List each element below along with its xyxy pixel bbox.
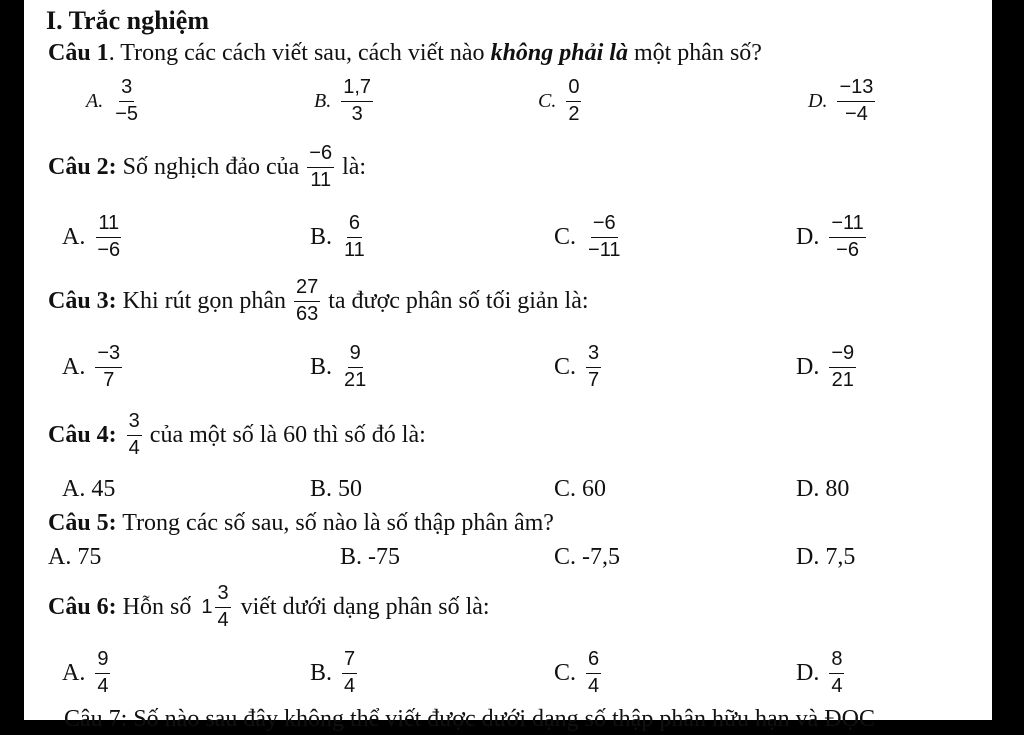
q2-option-a[interactable]: [62, 212, 126, 262]
q2-option-d[interactable]: [796, 212, 870, 262]
question-3-text-post: ta được phân số tối giản là:: [328, 287, 589, 314]
fraction: [294, 276, 320, 326]
numerator: 3: [215, 582, 230, 608]
denominator: 21: [831, 369, 854, 391]
denominator: 3: [351, 103, 363, 125]
q3-option-b[interactable]: [310, 342, 372, 392]
mixed-number: [201, 582, 232, 632]
q4-option-a[interactable]: A. 45: [62, 476, 116, 502]
option-label: C.: [554, 353, 577, 380]
denominator: 63: [295, 303, 319, 325]
fraction: [95, 648, 110, 698]
option-label: B.: [310, 353, 333, 380]
numerator: −3: [95, 342, 122, 368]
question-3-label: Câu 3:: [48, 287, 117, 314]
question-4-label: Câu 4:: [48, 421, 117, 448]
numerator: 27: [294, 276, 320, 302]
denominator: 4: [217, 609, 229, 631]
option-label: A.: [62, 659, 86, 686]
q4-option-b[interactable]: B. 50: [310, 476, 363, 502]
whole-part: 1: [201, 595, 213, 618]
option-label: C.: [554, 223, 577, 250]
fraction: [342, 648, 357, 698]
q6-option-a[interactable]: [62, 648, 114, 698]
denominator: 7: [588, 369, 600, 391]
question-5: [48, 510, 554, 537]
question-5-label: Câu 5:: [48, 510, 117, 536]
question-1-label: Câu 1: [48, 40, 109, 66]
numerator: −6: [307, 142, 334, 168]
option-label: B.: [310, 223, 333, 250]
fraction: [127, 410, 142, 460]
question-2-text-post: là:: [342, 153, 367, 180]
question-6: [48, 582, 490, 632]
denominator: 4: [97, 675, 109, 697]
denominator: −6: [836, 239, 859, 261]
question-5-text: Trong các số sau, số nào là số thập phân âm?: [122, 510, 554, 536]
question-2: [48, 142, 366, 192]
denominator: 4: [344, 675, 356, 697]
q4-option-c[interactable]: C. 60: [554, 476, 607, 502]
numerator: 7: [342, 648, 357, 674]
option-label: B.: [314, 89, 332, 112]
question-6-text-post: viết dưới dạng phân số là:: [240, 593, 490, 620]
numerator: 6: [586, 648, 601, 674]
numerator: 3: [119, 76, 134, 102]
next-question-partial: [64, 706, 964, 732]
question-2-text-pre: Số nghịch đảo của: [122, 153, 300, 180]
numerator: 1,7: [341, 76, 373, 102]
q1-option-c[interactable]: [538, 76, 585, 126]
option-label: D.: [796, 659, 820, 686]
fraction: [586, 342, 601, 392]
numerator: −13: [837, 76, 875, 102]
denominator: −11: [588, 239, 621, 261]
fraction: [837, 76, 875, 126]
q5-option-a[interactable]: A. 75: [48, 544, 102, 570]
fraction: [586, 648, 601, 698]
fraction: [342, 342, 368, 392]
numerator: 8: [829, 648, 844, 674]
numerator: 11: [96, 212, 121, 238]
question-6-text-pre: Hỗn số: [122, 593, 192, 620]
fraction: [566, 76, 581, 126]
fraction: [95, 212, 122, 262]
denominator: 7: [103, 369, 115, 391]
question-3-text-pre: Khi rút gọn phân: [122, 287, 286, 314]
question-2-label: Câu 2:: [48, 153, 117, 180]
q2-option-c[interactable]: [554, 212, 626, 262]
question-3: [48, 276, 589, 326]
q5-option-c[interactable]: C. -7,5: [554, 544, 620, 570]
denominator: 11: [310, 169, 332, 191]
question-4-text-post: của một số là 60 thì số đó là:: [149, 421, 426, 448]
fraction: [829, 212, 865, 262]
fraction: [829, 648, 844, 698]
question-1-emphasis: không phải là: [490, 40, 628, 66]
numerator: 9: [95, 648, 110, 674]
q3-option-a[interactable]: [62, 342, 126, 392]
denominator: 4: [831, 675, 843, 697]
denominator: 21: [344, 369, 367, 391]
fraction: [215, 582, 230, 632]
q3-option-c[interactable]: [554, 342, 605, 392]
question-1-text-post: một phân số?: [633, 40, 762, 66]
section-title: I. Trắc nghiệm: [46, 6, 209, 35]
next-question-partial-text: Câu 7: Số nào sau đây không thể viết được dưới dạng số thập phân hữu hạn và ĐỌC: [64, 706, 875, 732]
denominator: 4: [128, 437, 140, 459]
question-4: [48, 410, 426, 460]
q1-option-d[interactable]: [808, 76, 879, 126]
option-label: C.: [554, 659, 577, 686]
fraction: [829, 342, 856, 392]
q6-option-b[interactable]: [310, 648, 361, 698]
numerator: 6: [347, 212, 362, 238]
fraction: [342, 212, 367, 262]
q1-option-a[interactable]: [86, 76, 144, 126]
option-label: C.: [538, 89, 557, 112]
fraction: [113, 76, 140, 126]
denominator: −4: [845, 103, 868, 125]
q4-option-d[interactable]: D. 80: [796, 476, 850, 502]
numerator: −6: [591, 212, 618, 238]
q5-option-b[interactable]: B. -75: [340, 544, 400, 570]
q6-option-c[interactable]: [554, 648, 605, 698]
q1-option-b[interactable]: [314, 76, 377, 126]
q6-option-d[interactable]: [796, 648, 848, 698]
option-label: D.: [796, 353, 820, 380]
q5-option-d[interactable]: D. 7,5: [796, 544, 856, 570]
denominator: −6: [97, 239, 121, 261]
document-page: [24, 0, 992, 732]
q2-option-b[interactable]: [310, 212, 371, 262]
denominator: 4: [588, 675, 600, 697]
numerator: 9: [348, 342, 363, 368]
question-6-label: Câu 6:: [48, 593, 117, 620]
numerator: 0: [566, 76, 581, 102]
fraction: [95, 342, 122, 392]
option-label: D.: [796, 223, 820, 250]
fraction: [307, 142, 334, 192]
numerator: 3: [586, 342, 601, 368]
question-1: [48, 40, 762, 67]
option-label: A.: [86, 89, 104, 112]
fraction: [341, 76, 373, 126]
q3-option-d[interactable]: [796, 342, 860, 392]
denominator: 2: [568, 103, 580, 125]
option-label: B.: [310, 659, 333, 686]
denominator: 11: [344, 239, 365, 261]
option-label: D.: [808, 89, 828, 112]
numerator: −9: [829, 342, 856, 368]
denominator: −5: [115, 103, 139, 125]
question-1-text-pre: . Trong các cách viết sau, cách viết nào: [108, 40, 485, 66]
numerator: 3: [127, 410, 142, 436]
option-label: A.: [62, 353, 86, 380]
numerator: −11: [829, 212, 865, 238]
option-label: A.: [62, 223, 86, 250]
fraction: [586, 212, 622, 262]
